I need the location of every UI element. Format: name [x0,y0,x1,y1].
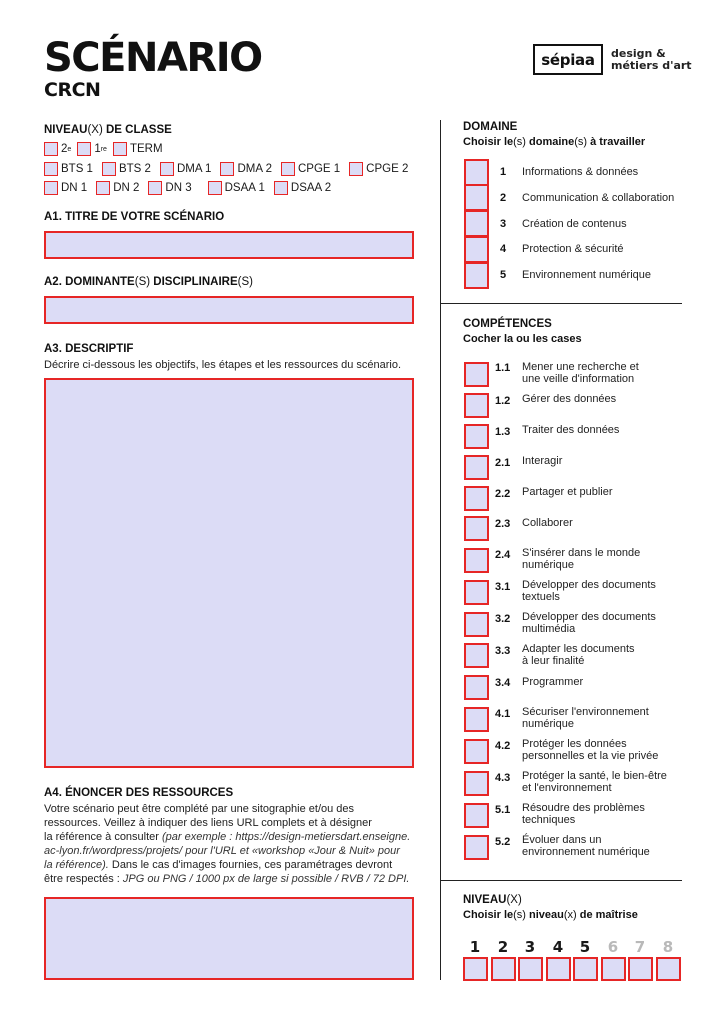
skill-checkbox-2-3[interactable] [464,516,489,541]
skill-label-line: Protéger les données [522,738,627,750]
skill-checkbox-4-2[interactable] [464,739,489,764]
skill-label [522,517,573,529]
class-level-heading-a: NIVEAU [44,124,88,136]
skill-label-line: Résoudre des problèmes [522,802,645,814]
mastery-heading-a: NIVEAU [463,894,507,906]
skill-label [522,424,619,436]
mastery-checkbox-6[interactable] [601,957,626,981]
a4-line [44,858,410,872]
class-option-label: DSAA 1 [224,182,265,194]
domain-number: 1 [500,166,507,178]
checkbox[interactable] [77,142,91,156]
skill-number: 3.1 [495,581,511,593]
mastery-level-number: 2 [497,938,509,956]
class-option-label: DN 3 [165,182,192,194]
a4-line: Votre scénario peut être complété par une sitographie et/ou des [44,803,355,815]
skill-label [522,834,650,858]
skill-label [522,802,645,826]
a4-line [44,844,410,858]
skill-label [522,611,656,635]
logo [533,44,692,75]
a2-heading-b: (S) [134,276,151,288]
skill-label-line: Développer des documents [522,579,656,591]
mastery-checkbox-1[interactable] [463,957,488,981]
domain-number: 4 [500,243,507,255]
class-option[interactable] [148,181,191,195]
a4-heading: A4. ÉNONCER DES RESSOURCES [44,787,234,799]
mastery-sub-c: niveau [525,909,564,921]
skill-checkbox-4-1[interactable] [464,707,489,732]
class-option-sup: e [67,145,72,153]
skill-label [522,361,639,385]
class-level-heading-b: (X) [87,124,103,136]
logo-mark: sépiaa [533,44,603,75]
mastery-level-number: 5 [579,938,591,956]
skill-label-line: environnement numérique [522,846,650,858]
a3-description: Décrire ci-dessous les objectifs, les étapes et les ressources du scénario. [44,359,402,371]
skill-checkbox-5-1[interactable] [464,803,489,828]
column-divider [440,120,441,980]
checkbox[interactable] [148,181,162,195]
class-option-label: DMA 2 [237,163,272,175]
skill-label-line: numérique [522,559,574,571]
mastery-checkbox-4[interactable] [546,957,571,981]
class-option[interactable] [160,162,212,176]
a4-text: Dans le cas d'images fournies, ces paramétrages devront [108,859,393,871]
class-option[interactable] [349,162,408,176]
checkbox[interactable] [208,181,222,195]
class-option-term[interactable] [113,142,163,156]
skill-label [522,770,667,794]
mastery-level-number: 8 [662,938,674,956]
skill-label [522,738,658,762]
skill-label-line: textuels [522,591,560,603]
domain-subheading [463,136,645,148]
domain-number: 5 [500,269,507,281]
mastery-checkbox-2[interactable] [491,957,516,981]
checkbox[interactable] [113,142,127,156]
a4-line [44,872,410,886]
class-option[interactable] [274,181,331,195]
class-option[interactable] [44,181,87,195]
mastery-checkbox-5[interactable] [573,957,598,981]
checkbox[interactable] [102,162,116,176]
checkbox[interactable] [44,142,58,156]
skill-number: 1.3 [495,426,511,438]
a3-heading: A3. DESCRIPTIF [44,343,134,355]
checkbox[interactable] [220,162,234,176]
domain-label: Environnement numérique [522,269,652,281]
domain-number: 3 [500,218,507,230]
class-option[interactable] [44,162,93,176]
skill-label-line: Adapter les documents [522,643,635,655]
skill-label-line: à leur finalité [522,655,585,667]
page-subtitle: CRCN [44,79,101,101]
skill-label-line: Programmer [522,676,584,688]
skill-label-line: techniques [522,814,576,826]
class-option-label: BTS 1 [61,163,93,175]
domain-sub-c: domaine [525,136,575,148]
skill-number: 4.2 [495,740,511,752]
class-option-label: CPGE 2 [366,163,409,175]
domain-sub-d: (s) [574,136,588,148]
skill-number: 1.1 [495,362,511,374]
logo-line-2: métiers d'art [611,58,692,72]
skill-number: 4.3 [495,772,511,784]
a4-text-italic: (par exemple : https://design-metiersdart.enseigne. [162,831,411,843]
mastery-level-number: 3 [524,938,536,956]
skill-label-line: Gérer des données [522,393,617,405]
checkbox[interactable] [281,162,295,176]
class-level-row-3 [44,181,337,195]
class-option[interactable] [208,181,265,195]
mastery-subheading [463,909,638,921]
a4-text: la référence à consulter [44,831,163,843]
domain-number: 2 [500,192,507,204]
skill-checkbox-5-2[interactable] [464,835,489,860]
a4-line: ressources. Veillez à indiquer des liens URL complets et à désigner [44,817,372,829]
a4-text-italic: ac-lyon.fr/wordpress/projets/ [44,845,183,857]
skill-label-line: Traiter des données [522,424,620,436]
skill-label [522,643,635,667]
section-divider [440,880,682,881]
skill-checkbox-2-4[interactable] [464,548,489,573]
skill-number: 4.1 [495,708,511,720]
skill-label [522,455,562,467]
class-option-label: DN 2 [113,182,140,194]
skill-label [522,706,649,730]
a4-description [44,802,410,886]
logo-text [611,48,692,72]
class-option-label: BTS 2 [118,163,151,175]
checkbox[interactable] [96,181,110,195]
scenario-title-field[interactable] [44,231,414,259]
class-option-label: DSAA 2 [290,182,332,194]
class-option[interactable] [96,181,139,195]
class-option-label: DMA 1 [176,163,212,175]
domain-label: Protection & sécurité [522,243,624,255]
skill-number: 2.3 [495,518,511,530]
a4-text-italic: la référence). [44,859,109,871]
class-option-2e[interactable] [44,142,71,156]
skill-label-line: Développer des documents [522,611,656,623]
skill-number: 2.4 [495,549,511,561]
a4-text-italic: JPG ou PNG / 1000 px de large si possible / RVB / 72 DPI. [122,873,410,885]
page-title: SCÉNARIO [44,35,262,81]
mastery-level-number: 7 [634,938,646,956]
domain-checkbox-3[interactable] [464,210,489,237]
a2-heading-d: (S) [237,276,253,288]
section-divider [440,303,682,304]
skill-checkbox-3-3[interactable] [464,643,489,668]
checkbox[interactable] [44,162,58,176]
domain-checkbox-2[interactable] [464,184,489,211]
class-option-label: 1 [94,143,101,155]
mastery-sub-b: (s) [513,909,526,921]
mastery-heading [463,894,522,906]
mastery-level-number: 1 [469,938,481,956]
a2-heading-a: A2. DOMINANTE [44,276,135,288]
skill-label [522,547,640,571]
skills-heading: COMPÉTENCES [463,318,552,330]
domain-checkbox-5[interactable] [464,262,489,289]
domain-sub-a: Choisir le [463,136,514,148]
checkbox[interactable] [274,181,288,195]
skill-number: 1.2 [495,395,511,407]
domain-checkbox-1[interactable] [464,159,489,186]
skill-label-line: personnelles et la vie privée [522,750,659,762]
skill-checkbox-3-1[interactable] [464,580,489,605]
skill-checkbox-1-1[interactable] [464,362,489,387]
mastery-checkbox-7[interactable] [628,957,653,981]
mastery-checkbox-3[interactable] [518,957,543,981]
skill-checkbox-3-2[interactable] [464,612,489,637]
a4-text: être respectés : [44,873,123,885]
skill-label-line: et l'environnement [522,782,612,794]
domain-label: Création de contenus [522,218,627,230]
skill-label-line: numérique [522,718,574,730]
domain-label: Informations & données [522,166,639,178]
a2-heading-c: DISCIPLINAIRE [150,276,238,288]
skill-label-line: Évoluer dans un [522,834,602,846]
checkbox[interactable] [44,181,58,195]
class-option-label: TERM [129,143,163,155]
skill-number: 3.2 [495,613,511,625]
skill-number: 5.2 [495,836,511,848]
skill-label-line: Protéger la santé, le bien-être [522,770,667,782]
skill-label-line: une veille d'information [522,373,635,385]
skill-number: 3.4 [495,677,511,689]
logo-line-1: design & [611,46,666,60]
a2-heading [44,276,253,288]
skill-label-line: Sécuriser l'environnement [522,706,649,718]
skill-checkbox-2-2[interactable] [464,486,489,511]
skill-label [522,486,613,498]
skill-label-line: multimédia [522,623,576,635]
skills-subheading: Cocher la ou les cases [463,333,582,345]
skill-checkbox-1-2[interactable] [464,393,489,418]
domain-heading: DOMAINE [463,121,518,133]
skill-number: 2.2 [495,488,511,500]
skill-label-line: S'insérer dans le monde [522,547,641,559]
description-field[interactable] [44,378,414,768]
class-level-row-2 [44,162,414,176]
skill-checkbox-1-3[interactable] [464,424,489,449]
class-level-row-1 [44,142,169,156]
class-level-heading [44,124,172,136]
skill-label-line: Partager et publier [522,486,613,498]
mastery-sub-d: (x) [563,909,577,921]
class-option[interactable] [281,162,340,176]
mastery-sub-e: de maîtrise [576,909,638,921]
skill-checkbox-4-3[interactable] [464,771,489,796]
checkbox[interactable] [160,162,174,176]
skill-label [522,393,616,405]
skill-checkbox-2-1[interactable] [464,455,489,480]
class-option[interactable] [102,162,151,176]
mastery-level-number: 4 [552,938,564,956]
mastery-checkbox-8[interactable] [656,957,681,981]
skill-label-line: Interagir [522,455,563,467]
domain-label: Communication & collaboration [522,192,675,204]
discipline-field[interactable] [44,296,414,324]
a1-heading: A1. TITRE DE VOTRE SCÉNARIO [44,211,225,223]
a4-text-italic: pour l'URL et «workshop «Jour & Nuit» pour [182,845,400,857]
skill-label-line: Collaborer [522,517,573,529]
resources-field[interactable] [44,897,414,980]
class-option-sup: re [100,145,107,153]
class-option-label: CPGE 1 [297,163,341,175]
skill-number: 2.1 [495,457,511,469]
skill-number: 5.1 [495,804,511,816]
a4-line [44,830,410,844]
domain-checkbox-4[interactable] [464,236,489,263]
mastery-sub-a: Choisir le [463,909,514,921]
class-level-heading-c: DE CLASSE [102,124,172,136]
skill-label-line: Mener une recherche et [522,361,639,373]
checkbox[interactable] [349,162,363,176]
domain-sub-b: (s) [513,136,526,148]
class-option-label: 2 [61,143,68,155]
mastery-level-number: 6 [607,938,619,956]
skill-checkbox-3-4[interactable] [464,675,489,700]
mastery-heading-b: (X) [506,894,522,906]
class-option[interactable] [220,162,272,176]
skill-label [522,676,583,688]
skill-label [522,579,656,603]
class-option-1re[interactable] [77,142,107,156]
class-option-label: DN 1 [61,182,88,194]
skill-number: 3.3 [495,645,511,657]
domain-sub-e: à travailler [587,136,646,148]
